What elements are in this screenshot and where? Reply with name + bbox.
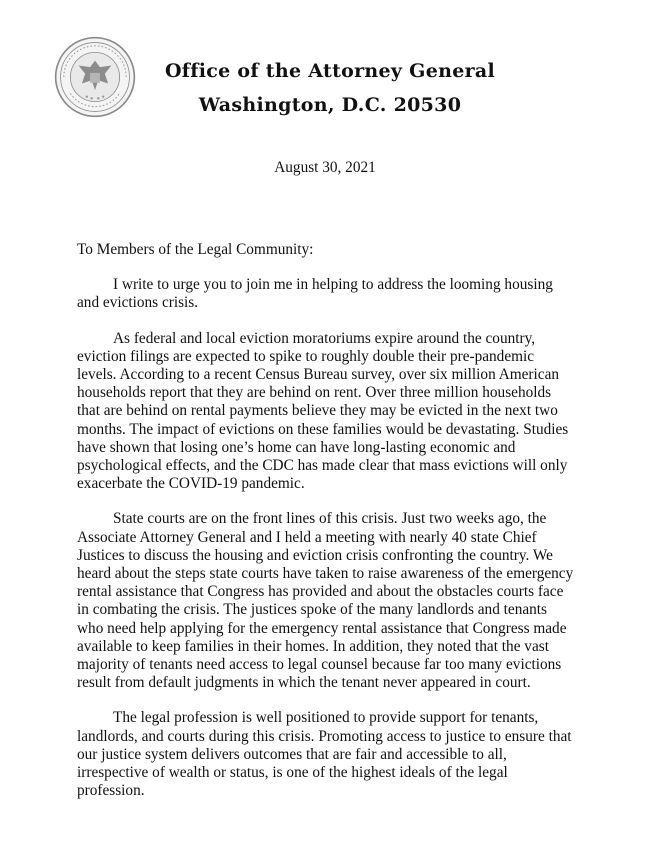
paragraph: The legal profession is well positioned to provide support for tenants, landlords, and courts during this crisis. Promoting access to justice to ensure that our justice system delivers outcomes that are fair and accessible to all, irrespective of wealth or status, is one of the highest ideals of the legal profession. (77, 709, 572, 800)
paragraph: I write to urge you to join me in helping to address the looming housing and evictions crisis. (77, 276, 553, 312)
doj-seal-icon (54, 36, 136, 118)
letter-date: August 30, 2021 (274, 159, 376, 176)
letterhead-address: Washington, D.C. 20530 (198, 94, 462, 116)
paragraph: State courts are on the front lines of this crisis. Just two weeks ago, the Associate Attorney General and I held a meeting with nearly 40 state Chief Justices to discuss the housing and eviction crisis confronting the country. We heard about the steps state courts have taken to raise awareness of the emergency rental assistance that Congress has provided and about the obstacles courts face in combating the crisis. The justices spoke of the many landlords and tenants who need help applying for the emergency rental assistance that Congress made available to keep families in their homes. In addition, they noted that the vast majority of tenants need access to legal counsel because far too many evictions result from default judgments in which the tenant never appeared in court. (77, 510, 574, 692)
letterhead (150, 56, 510, 120)
letter-body (77, 241, 577, 817)
letterhead-office: Office of the Attorney General (164, 60, 496, 82)
salutation: To Members of the Legal Community: (77, 241, 314, 258)
paragraph: As federal and local eviction moratoriums expire around the country, eviction filings are expected to spike to roughly double their pre-pandemic levels. According to a recent Census Bureau survey, over six million American households report that they are behind on rent. Over three million households that are behind on rental payments believe they may be evicted in the next two months. The impact of evictions on these families would be devastating. Studies have shown that losing one’s home can have long-lasting economic and psychological effects, and the CDC has made clear that mass evictions will only exacerbate the COVID-19 pandemic. (77, 329, 569, 493)
